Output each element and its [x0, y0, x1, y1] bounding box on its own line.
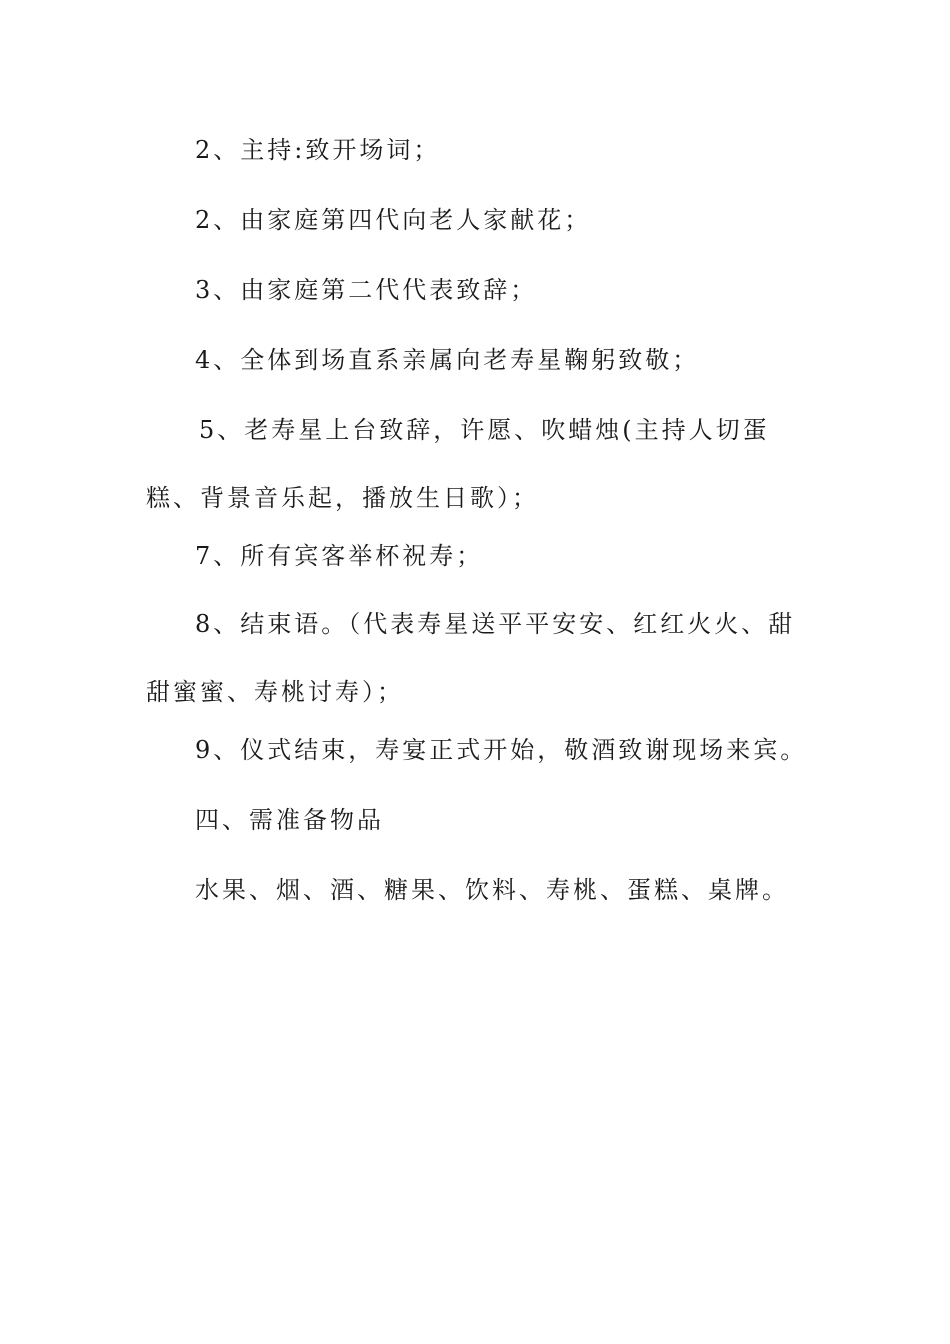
paragraph-item-5: 5、老寿星上台致辞，许愿、吹蜡烛(主持人切蛋糕、背景音乐起，播放生日歌）；: [146, 416, 770, 512]
section-heading: 四、需准备物品: [195, 806, 384, 834]
supplies-list: 水果、烟、酒、糖果、饮料、寿桃、蛋糕、桌牌。: [195, 876, 789, 904]
paragraph-item-9: 9、仪式结束，寿宴正式开始，敬酒致谢现场来宾。: [195, 736, 808, 764]
paragraph-item-1: 2、主持:致开场词；: [195, 136, 441, 164]
paragraph-item-2: 2、由家庭第四代向老人家献花；: [195, 206, 592, 234]
paragraph-item-7: 7、所有宾客举杯祝寿；: [195, 542, 484, 570]
paragraph-item-8: 8、结束语。（代表寿星送平平安安、红红火火、甜甜蜜蜜、寿桃讨寿）；: [146, 610, 796, 706]
paragraph-item-4: 4、全体到场直系亲属向老寿星鞠躬致敬；: [195, 346, 700, 374]
paragraph-item-3: 3、由家庭第二代代表致辞；: [195, 276, 538, 304]
